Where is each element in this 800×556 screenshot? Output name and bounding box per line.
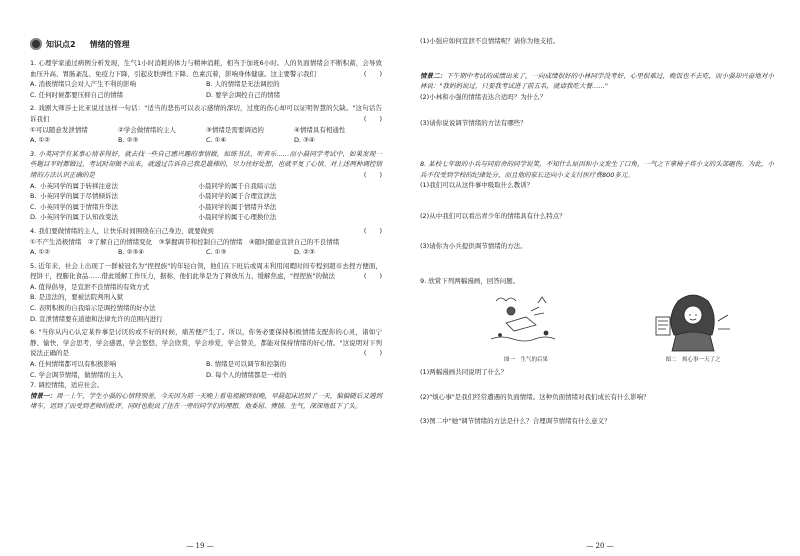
- answer-bracket: ( ): [363, 349, 382, 358]
- cartoon-1-caption: 图一 生气的后果: [503, 356, 548, 363]
- option-letter: D.: [30, 213, 38, 222]
- option-part: 小英同学的属于情绪升华法: [40, 202, 118, 211]
- question-8: [420, 159, 774, 252]
- sub-question: (3)请你说说调节情绪的方法有哪些？: [420, 119, 527, 128]
- statement: ③情绪是需要调适的: [206, 125, 264, 134]
- sub-question: (2)从中我们可以看出青少年的情绪具有什么特点？: [420, 211, 566, 220]
- cartoon-girl-illustration: [648, 291, 738, 353]
- option: B. 情绪是可以调节和控制的: [206, 360, 287, 369]
- sub-question: (3)图二中"她"调节情绪的方法是什么？合理调节情绪有什么意义？: [420, 417, 611, 426]
- answer-bracket: ( ): [363, 114, 382, 123]
- question-6-stem: 6. "当你从内心认定某件事是讨厌的或不好的时候，痛苦便产生了。所以，你务必要保持积极情绪支配你的心灵，诸如宁静、愉快、学会思考，学会感恩，学会悠悠，学会欣赏，学会珍爱，学会赞美，都能对保持情绪的好心情。"这说明对下列说法正确的是: [30, 328, 382, 358]
- option-part: 小英同学的属于尽情倾诉法: [40, 192, 118, 201]
- question-9-stem: 9. 欣赏下列两幅漫画，回答问题。: [420, 276, 520, 285]
- option: D. ③④: [294, 136, 315, 145]
- question-1-stem: 1. 心理学家通过病例分析发现，生气1小时消耗的体力与精神消耗，相当于加班6小时。人的负面情绪会不断积蓄，会导致血压升高、胃肠紊乱、免疫力下降，引起皮肤弹性下降、色素沉着，影响身体健康。这主要警示我们: [30, 59, 382, 78]
- sub-question: (2)小林和小强的情绪表达合适吗？为什么？: [420, 92, 547, 101]
- option-letter: C.: [30, 202, 37, 211]
- option-part: 小晨同学的属于情绪升华法: [198, 202, 277, 211]
- sub-question: (3)请你为小兵提供调节情绪的方法。: [420, 242, 527, 251]
- question-7-continued: [420, 36, 774, 129]
- option: B. ②③: [118, 136, 139, 145]
- page-number: — 20 —: [586, 542, 614, 550]
- option: D. 要学会调控自己的情绪: [206, 90, 281, 99]
- option: A. ①②: [30, 248, 51, 257]
- scenario-text: 下午期中考试的成绩出来了，一向成绩很好的小林同学没考好，心里很难过，晚饭也不去吃，而小强却兴奋地对小林说："我妈妈说过，只要我考试进了前五名，就请我吃大餐……": [420, 71, 775, 91]
- answer-bracket: ( ): [363, 170, 382, 179]
- option-letter: A.: [30, 181, 37, 190]
- cartoon-angry-illustration: [476, 291, 576, 353]
- section-subtitle: 情绪的管理: [89, 39, 130, 49]
- option-part: 小晨同学的属于自我暗示法: [198, 181, 277, 190]
- section-badge-icon: [30, 38, 42, 50]
- option: B. 人的情绪是无法调控的: [206, 80, 280, 89]
- option: C. ①④: [206, 136, 227, 145]
- scenario-label: 情景一：: [30, 391, 57, 400]
- statement: ③掌握调节和控制自己的情绪: [158, 237, 243, 246]
- sub-question: (1)两幅漫画共同说明了什么？: [420, 368, 508, 377]
- question-8-stem: 8. 某校七年级的小兵与同宿舍的同学说笑，不知什么原因和小文发生了口角，一气之下拿椅子将小文的头部砸伤。为此，小兵不仅受到学校的纪律处分，而且他的家长还向小文支付医疗费800多元。: [420, 159, 774, 179]
- question-5: [30, 261, 382, 325]
- option: C. 学会调节情绪，做情绪的主人: [30, 370, 124, 379]
- option: A. ①②: [30, 136, 51, 145]
- question-3-stem: 3. 小英同学有某事心情非得好，就去找一些自己感兴趣的事情做，如练书法、听音乐……而小晨同学考试中，如果发现一些题目平时都做过，考试时却做不出来，就通过告诉自己我是最棒的，尽力往好处想，也就平复了心情。对上述两种调控情绪的方法认识正确的是: [30, 149, 382, 179]
- question-1: [30, 58, 382, 100]
- option: D. 每个人的情绪都是一样的: [206, 370, 287, 379]
- question-2-stem: 2. 戏剧大师莎士比亚说过这样一句话："适当的悲伤可以表示感情的深切，过度的伤心却可以证明智慧的欠缺。"这句话告诉我们: [30, 104, 382, 123]
- option-part: 小英同学的属于认知改变法: [40, 213, 118, 222]
- cartoon-2-caption: 图二 烦心事一天了之: [665, 356, 721, 363]
- option-part: 小晨同学的属于心理换位法: [198, 213, 277, 222]
- scenario-text: 周一上午，学生小强的心情特别差，今天因为前一天晚上看电视剧到很晚，早晨起床迟到了一天，偏偏随后又遇到堵车，迟到了而受到老师的批评。同时也脱说了住在一旁的同学们的理想。他委屈、懊恼、生气，深深地低下了头。: [30, 391, 383, 411]
- sub-question: (2)"烦心事"是我们经常遭遇的负面情绪。这种负面情绪对我们成长有什么影响？: [420, 392, 650, 401]
- statement: ④随时随意宣泄自己的不良情绪: [248, 237, 340, 246]
- sub-question: (1)我们可以从这件事中吸取什么教训？: [420, 181, 534, 190]
- option: B. 是违法的，要被法院判刑入狱: [30, 293, 124, 302]
- question-7: [30, 380, 382, 412]
- option: A. 值得倡导，是宣泄不良情绪的有效方式: [30, 282, 149, 291]
- question-4: [30, 226, 382, 258]
- sub-question: (1)小强应如何宣泄不良情绪呢？请你为他支招。: [420, 37, 560, 45]
- question-4-stem: 4. 我们要做情绪的主人，让快乐时间围绕在自己身边，就要做到: [30, 226, 214, 235]
- option-part: 小英同学的属于转移注意法: [40, 181, 118, 190]
- question-6: [30, 327, 382, 380]
- cartoon-2: [648, 291, 738, 366]
- answer-bracket: ( ): [363, 226, 382, 235]
- answer-bracket: ( ): [363, 272, 382, 281]
- option: C. ①③: [206, 248, 227, 257]
- statement: ①不产生消极情绪: [30, 237, 82, 246]
- question-3: [30, 149, 382, 223]
- option-part: 小晨同学的属于合理宣泄法: [198, 192, 277, 201]
- statement: ②学会做情绪的主人: [118, 125, 176, 134]
- option: A. 消极情绪只会对人产生不利的影响: [30, 80, 136, 89]
- answer-bracket: ( ): [363, 69, 382, 78]
- option: D. ②③: [294, 248, 315, 257]
- option: D. 宣泄情绪要在道德和法律允许的范围内进行: [30, 314, 163, 323]
- option: C. 任何时候都要压抑自己的情绪: [30, 90, 124, 99]
- section-header: [30, 36, 382, 52]
- option: B. ②③④: [118, 248, 145, 257]
- option: A. 任何情绪都可以有积极影响: [30, 360, 117, 369]
- question-9: [420, 276, 774, 427]
- option-letter: B.: [30, 192, 37, 201]
- page-number: — 19 —: [186, 542, 214, 550]
- question-2: [30, 103, 382, 145]
- right-page: [400, 0, 800, 556]
- cartoon-1: [476, 291, 576, 366]
- question-5-stem: 5. 近年来，社会上出现了一群被冠名为"捏捏族"的年轻白领，他们在下班后或周末利用闲暇时间专程到超市去捏方便面，捏饼干，捏膨化食品……借此缓解工作压力，据称，他们此举是为了释放压力、缓解焦虑，"捏捏族"的做法: [30, 261, 382, 281]
- cartoon-row: [440, 291, 774, 366]
- scenario-label: 情景二：: [420, 71, 447, 80]
- section-title: 知识点2: [46, 39, 76, 49]
- statement: ②了解自己的情绪变化: [87, 237, 153, 246]
- statement: ①可以随意发泄情绪: [30, 125, 88, 134]
- statement: ④情绪具有相通性: [294, 125, 346, 134]
- option: C. 表明积极的自我暗示是调控情绪的好办法: [30, 304, 156, 313]
- question-7-stem: 7. 调控情绪，适应社会。: [30, 381, 104, 390]
